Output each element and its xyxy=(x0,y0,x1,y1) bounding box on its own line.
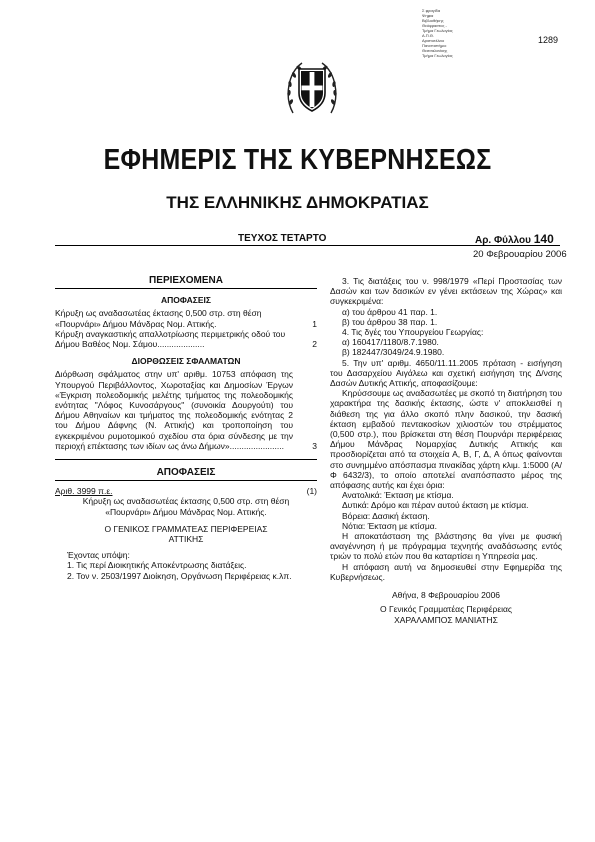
sheet-value: 140 xyxy=(533,232,554,246)
library-stamp xyxy=(422,8,484,58)
stamp-line: Πανεπιστήμιο xyxy=(422,43,447,48)
gazette-title: ΕΦΗΜΕΡΙΣ ΤΗΣ ΚΥΒΕΡΝΗΣΕΩΣ xyxy=(103,144,492,176)
toc-heading: ΠΕΡΙΕΧΟΜΕΝΑ xyxy=(149,275,223,286)
border-item: Ανατολικά: Έκταση με κτίσμα. xyxy=(342,490,454,501)
stamp-line: Σ φραγίδα xyxy=(422,8,441,13)
border-item: Βόρεια: Δασική έκταση. xyxy=(342,510,430,521)
divider xyxy=(55,480,317,481)
consideration-paragraph: 5. Την υπ' αριθμ. 4650/11.11.2005 πρόταση - εισήγηση του Δασαρχείου Αιγάλεω και σχετική εισήγηση της Δ/νσης Δασών Δυτικής Αττικής, αποφασίζουμε: xyxy=(330,357,562,389)
order-item: β) 182447/3049/24.9.1980. xyxy=(342,347,445,358)
toc-entry xyxy=(55,369,317,451)
decision-main-paragraph: Κηρύσσουμε ως αναδασωτέες με σκοπό τη διατήρηση του χαρακτήρα της δασικής έκτασης, ώστε ν' αποκλεισθεί η διάθεση της για άλλο σκοπό πλην δασικού, την δασική έκταση εμβαδού πεντακοσίων χιλιοστών του στρέμματος (0,500 στρ.), που βρίσκεται στη θέση Πουρνάρι περιφέρειας Δήμου Μάνδρας Νομαρχίας Δυτικής Αττικής και προσδιορίζεται από τα στοιχεία Α, Β, Γ, Δ, Α όπως φαίνονται στο συνημμένο απόσπασμα πινακίδας χάρτη κλιμ. 1:5000 (Α/Φ 6432/3), το οποίο αποτελεί αναπόσπαστο μέρος της απόφασης αυτής και έχει όρια: xyxy=(330,388,562,491)
sheet-number xyxy=(475,232,554,246)
consideration-paragraph: 4. Τις δγές του Υπουργείου Γεωργίας: xyxy=(342,327,484,338)
stamp-line: Τμήμα Γεωλογίας xyxy=(422,28,453,33)
toc-entry-text: Διόρθωση σφάλματος στην υπ' αριθμ. 10753 απόφαση της Υπουργού Περιβάλλοντος, Χωροταξίας και Δημοσίων Έργων «Έγκριση πολεοδομικής μελέτης τμήματος της πολεοδομικής ενότητας "Λόφος Κυνοσάργους" (συνοικία Δουργούτι) του Δήμου Αθηναίων και τμήματος της πολεοδομικής ενότητας 2 του Δήμου Δάφνης (Ν. Αττικής) και τροποποίηση του εγκεκριμένου ρυμοτομικού σχεδίου στα όρια σύνδεσης με την περιοχή επέκτασης των ιδίων ως άνω Δήμων»....................... xyxy=(55,369,293,451)
authority-line-2: ΑΤΤΙΚΗΣ xyxy=(168,534,204,545)
coat-of-arms-icon xyxy=(286,57,338,119)
stamp-line: Ψηφια xyxy=(422,13,434,18)
stamp-line: Βιβλιοθήκης xyxy=(422,18,444,23)
stamp-line: Τμήμα Γεωλογίας xyxy=(422,53,453,58)
consideration-paragraph: 3. Τις διατάξεις του ν. 998/1979 «Περί Προστασίας των Δασών και των δασικών εν γένει εκτάσεων της Χώρας» και συγκεκριμένα: xyxy=(330,276,562,307)
toc-entry-text: Κήρυξη ως αναδασωτέας έκτασης 0,500 στρ. στη θέση «Πουρνάρι» Δήμου Μάνδρας Νομ. Αττικής. xyxy=(55,308,262,329)
border-item: Δυτικά: Δρόμο και πέραν αυτού έκταση με κτίσμα. xyxy=(342,500,529,511)
publication-paragraph: Η απόφαση αυτή να δημοσιευθεί στην Εφημερίδα της Κυβερνήσεως. xyxy=(330,561,562,582)
publication-date: 20 Φεβρουαρίου 2006 xyxy=(473,249,567,260)
toc-errata-heading: ΔΙΟΡΘΩΣΕΙΣ ΣΦΑΛΜΑΤΩΝ xyxy=(131,356,241,367)
signer-name: ΧΑΡΑΛΑΜΠΟΣ ΜΑΝΙΑΤΗΣ xyxy=(394,614,498,625)
consideration-item: 1. Τις περί Διοικητικής Αποκέντρωσης διατάξεις. xyxy=(67,560,247,571)
divider xyxy=(55,459,317,460)
toc-decisions-heading: ΑΠΟΦΑΣΕΙΣ xyxy=(160,295,211,306)
decision-number-row xyxy=(55,486,317,496)
article-item: α) του άρθρου 41 παρ. 1. xyxy=(342,306,438,317)
decisions-heading: ΑΠΟΦΑΣΕΙΣ xyxy=(156,467,216,479)
article-item: β) του άρθρου 38 παρ. 1. xyxy=(342,316,438,327)
stamp-line: Θεσσαλονίκης xyxy=(422,48,448,53)
masthead-divider xyxy=(55,245,560,246)
decision-subject: Κήρυξη ως αναδασωτέας έκτασης 0,500 στρ. στη θέση «Πουρνάρι» Δήμου Μάνδρας Νομ. Αττικής. xyxy=(82,496,290,517)
divider xyxy=(55,288,317,289)
considering-heading: Έχοντας υπόψη: xyxy=(67,550,130,561)
sheet-label: Αρ. Φύλλου xyxy=(475,235,531,246)
decision-number: Αριθ. 3999 π.ε. xyxy=(55,486,113,497)
restoration-paragraph: Η αποκατάσταση της βλάστησης θα γίνει με φυσική αναγέννηση ή με πρόγραμμα τεχνητής αναδάσωσης εντός τριών το πολύ ετών που θα καταρτίσει η Υπηρεσία μας. xyxy=(330,531,562,562)
place-date: Αθήνα, 8 Φεβρουαρίου 2006 xyxy=(391,590,501,601)
toc-entry-page: 3 xyxy=(312,440,317,451)
toc-entry-text: Κήρυξη αναγκαστικής απαλλοτρίωσης περιμετρικής οδού του Δήμου Βαθέος Νομ. Σάμου.................... xyxy=(55,328,286,350)
stamp-line: Θεόφραστος - xyxy=(422,23,447,28)
toc-entry-page: 1 xyxy=(312,318,317,329)
order-item: α) 160417/1180/8.7.1980. xyxy=(342,337,439,348)
toc-entry xyxy=(55,308,317,328)
right-column xyxy=(330,276,562,625)
page-number: 1289 xyxy=(538,35,559,45)
decision-ref: (1) xyxy=(306,486,317,497)
issue-series: ΤΕΥΧΟΣ ΤΕΤΑΡΤΟ xyxy=(238,233,327,244)
toc-entry xyxy=(55,329,317,349)
gazette-subtitle: ΤΗΣ ΕΛΛΗΝΙΚΗΣ ΔΗΜΟΚΡΑΤΙΑΣ xyxy=(166,193,429,212)
authority-line-1: Ο ΓΕΝΙΚΟΣ ΓΡΑΜΜΑΤΕΑΣ ΠΕΡΙΦΕΡΕΙΑΣ xyxy=(104,523,268,534)
signer-title: Ο Γενικός Γραμματέας Περιφέρειας xyxy=(379,604,513,615)
toc-entry-page: 2 xyxy=(312,339,317,350)
left-column xyxy=(55,276,317,581)
border-item: Νότια: Έκταση με κτίσμα. xyxy=(342,520,437,531)
stamp-line: Αριστοτέλειο xyxy=(422,38,445,43)
stamp-line: Α.Π.Θ. xyxy=(422,33,435,38)
consideration-item: 2. Τον ν. 2503/1997 Διοίκηση, Οργάνωση Περιφέρειας κ.λπ. xyxy=(67,570,292,581)
